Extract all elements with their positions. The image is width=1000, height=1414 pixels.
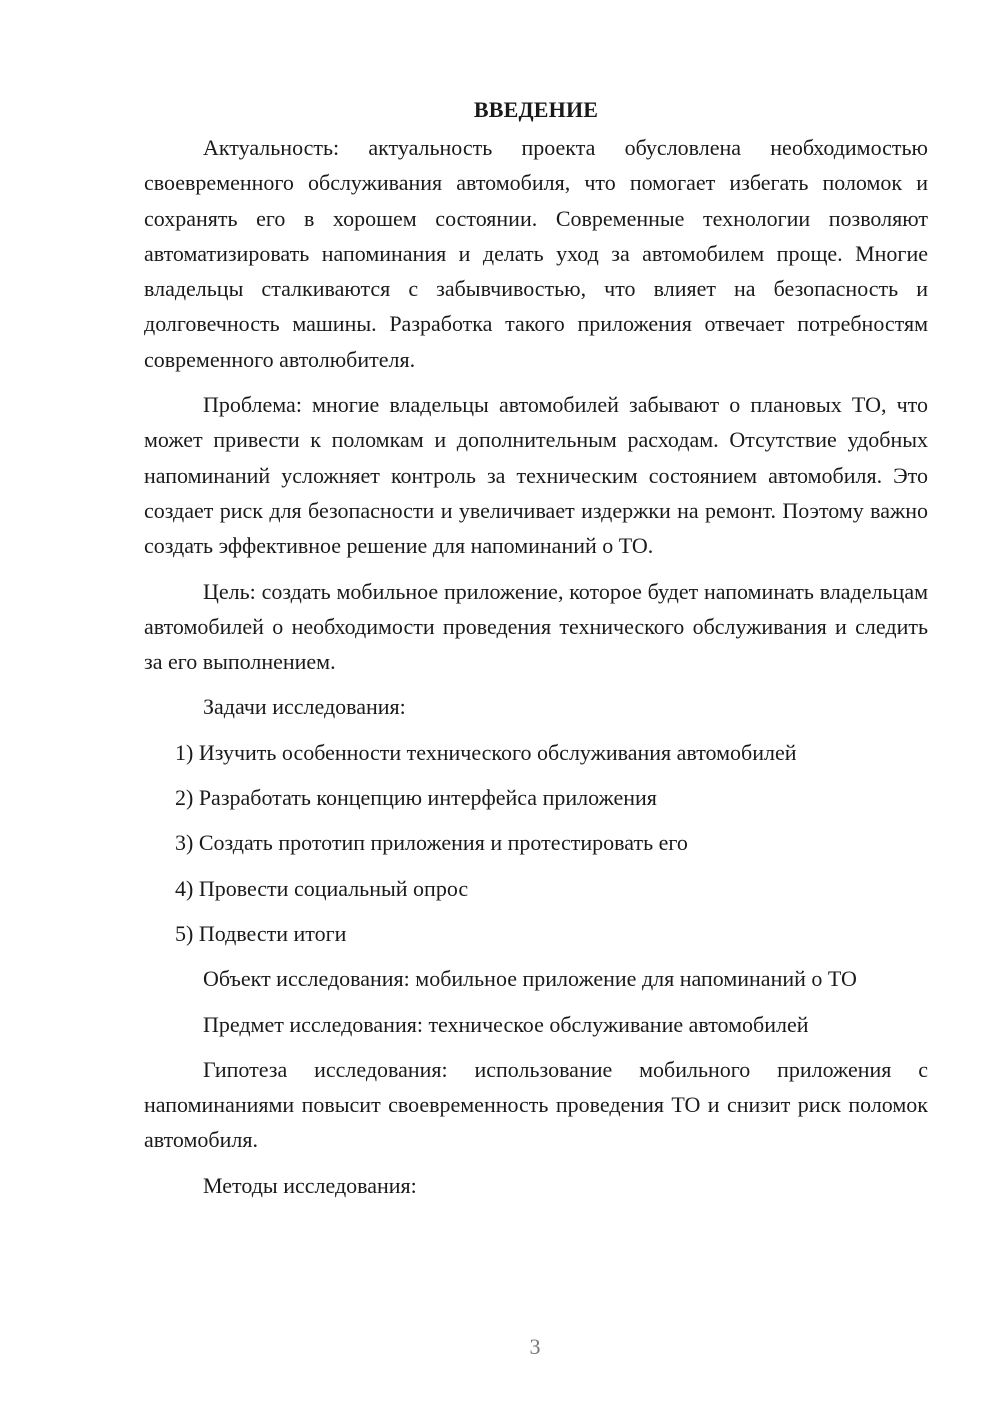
page-number: 3	[529, 1334, 541, 1359]
list-item: 2) Разработать концепцию интерфейса приложения	[175, 785, 657, 811]
paragraph-relevance: Актуальность: актуальность проекта обусловлена необходимостью своевременного обслуживания автомобиля, что помогает избегать поломок и сохранять его в хорошем состоянии. Современные технологии позволяют автоматизировать напоминания и делать уход за автомобилем проще. Многие владельцы сталкиваются с забывчивостью, что влияет на безопасность и долговечность машины. Разработка такого приложения отвечает потребностям современного автолюбителя.	[144, 135, 928, 372]
paragraph-methods-intro: Методы исследования:	[203, 1172, 417, 1198]
list-item: 5) Подвести итоги	[175, 920, 347, 946]
paragraph-hypothesis: Гипотеза исследования: использование мобильного приложения с напоминаниями повысит своевременность проведения ТО и снизит риск поломок автомобиля.	[144, 1056, 928, 1153]
page-content	[144, 92, 928, 1213]
tasks-list	[144, 735, 928, 951]
list-item: 1) Изучить особенности технического обслуживания автомобилей	[175, 739, 797, 765]
page-heading: ВВЕДЕНИЕ	[473, 97, 599, 122]
paragraph-goal: Цель: создать мобильное приложение, которое будет напоминать владельцам автомобилей о необходимости проведения технического обслуживания и следить за его выполнением.	[144, 578, 928, 675]
paragraph-tasks-intro: Задачи исследования:	[203, 694, 406, 720]
list-item: 4) Провести социальный опрос	[175, 875, 469, 901]
list-item: 3) Создать прототип приложения и протестировать его	[175, 830, 688, 856]
paragraph-subject: Предмет исследования: техническое обслуживание автомобилей	[203, 1011, 809, 1037]
paragraph-problem: Проблема: многие владельцы автомобилей забывают о плановых ТО, что может привести к поломкам и дополнительным расходам. Отсутствие удобных напоминаний усложняет контроль за техническим состоянием автомобиля. Это создает риск для безопасности и увеличивает издержки на ремонт. Поэтому важно создать эффективное решение для напоминаний о ТО.	[144, 392, 928, 559]
paragraph-object: Объект исследования: мобильное приложение для напоминаний о ТО	[203, 966, 857, 992]
